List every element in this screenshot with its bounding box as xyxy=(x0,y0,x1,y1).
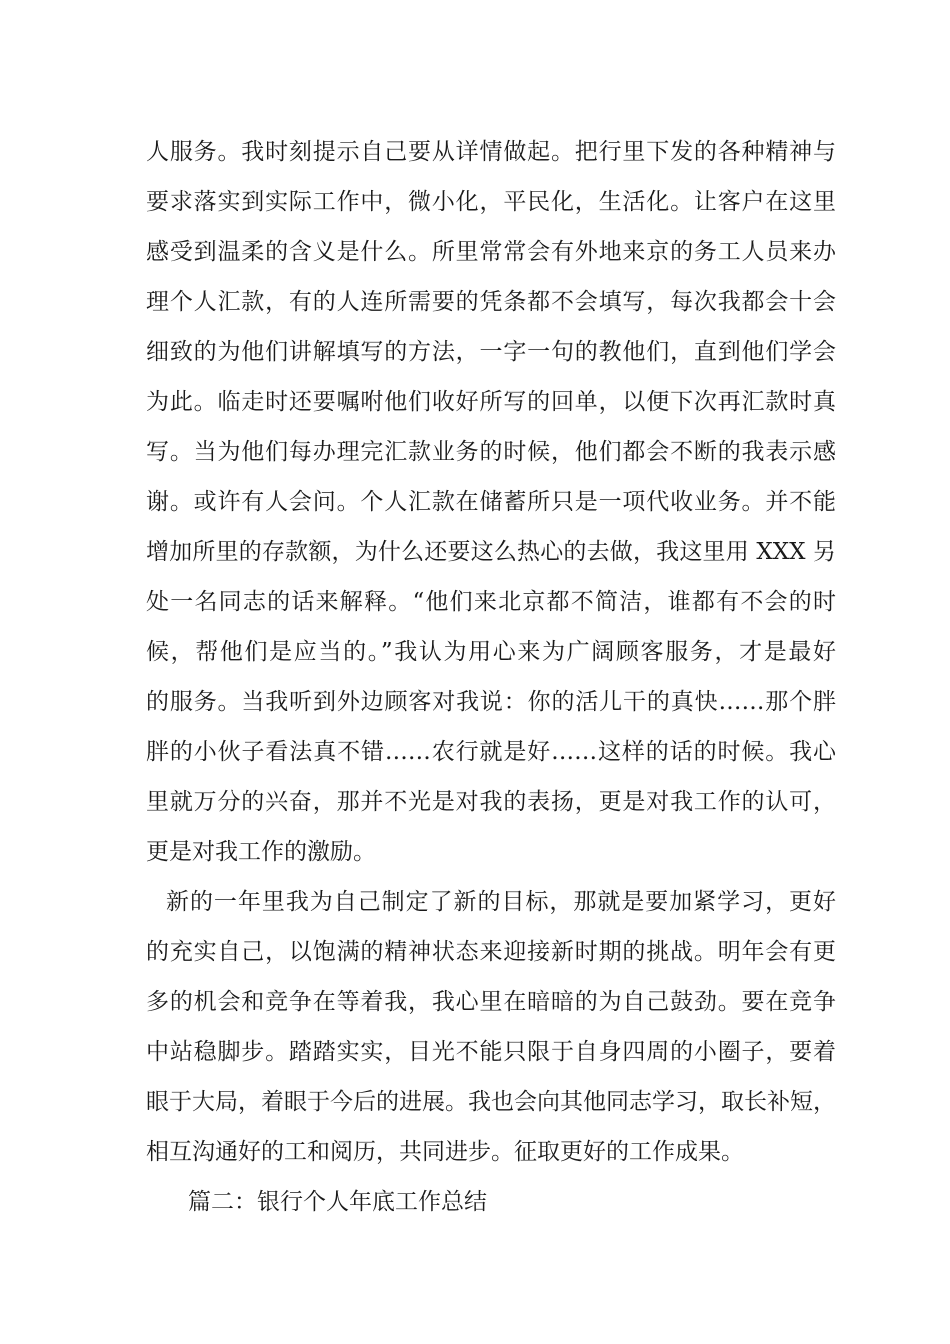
paragraph-1-line-3: 感受到温柔的含义是什么。所里常常会有外地来京的务工人员来办 xyxy=(146,239,836,265)
paragraph-2-line-5: 眼于大局，着眼于今后的进展。我也会向其他同志学习，取长补短， xyxy=(146,1089,836,1115)
paragraph-1-line-8: 谢。或许有人会问。个人汇款在储蓄所只是一项代收业务。并不能 xyxy=(146,489,836,515)
paragraph-1-line-13: 胖的小伙子看法真不错……农行就是好……这样的话的时候。我心 xyxy=(146,739,836,765)
paragraph-1-line-9: 增加所里的存款额，为什么还要这么热心的去做，我这里用 XXX 另 xyxy=(146,539,836,565)
paragraph-1-line-7: 写。当为他们每办理完汇款业务的时候，他们都会不断的我表示感 xyxy=(146,439,836,465)
paragraph-2-line-4: 中站稳脚步。踏踏实实，目光不能只限于自身四周的小圈子，要着 xyxy=(146,1039,836,1065)
paragraph-1-line-2: 要求落实到实际工作中，微小化，平民化，生活化。让客户在这里 xyxy=(146,189,836,215)
paragraph-1-line-1: 人服务。我时刻提示自己要从详情做起。把行里下发的各种精神与 xyxy=(146,139,836,165)
paragraph-1-line-15: 更是对我工作的激励。 xyxy=(146,839,376,865)
paragraph-2-line-6: 相互沟通好的工和阅历，共同进步。征取更好的工作成果。 xyxy=(146,1139,744,1165)
section-heading: 篇二：银行个人年底工作总结 xyxy=(188,1189,487,1215)
paragraph-1-line-11: 候，帮他们是应当的。”我认为用心来为广阔顾客服务，才是最好 xyxy=(146,639,836,665)
paragraph-2-line-1: 新的一年里我为自己制定了新的目标，那就是要加紧学习，更好 xyxy=(166,889,836,915)
paragraph-1-line-12: 的服务。当我听到外边顾客对我说：你的活儿干的真快……那个胖 xyxy=(146,689,836,715)
paragraph-1-line-6: 为此。临走时还要嘱咐他们收好所写的回单，以便下次再汇款时真 xyxy=(146,389,836,415)
paragraph-1-line-4: 理个人汇款，有的人连所需要的凭条都不会填写，每次我都会十会 xyxy=(146,289,836,315)
paragraph-2-line-3: 多的机会和竞争在等着我，我心里在暗暗的为自己鼓劲。要在竞争 xyxy=(146,989,836,1015)
paragraph-1-line-10: 处一名同志的话来解释。“他们来北京都不简洁，谁都有不会的时 xyxy=(146,589,836,615)
paragraph-1-line-5: 细致的为他们讲解填写的方法，一字一句的教他们，直到他们学会 xyxy=(146,339,836,365)
paragraph-2-line-2: 的充实自己，以饱满的精神状态来迎接新时期的挑战。明年会有更 xyxy=(146,939,836,965)
paragraph-1-line-14: 里就万分的兴奋，那并不光是对我的表扬，更是对我工作的认可， xyxy=(146,789,836,815)
